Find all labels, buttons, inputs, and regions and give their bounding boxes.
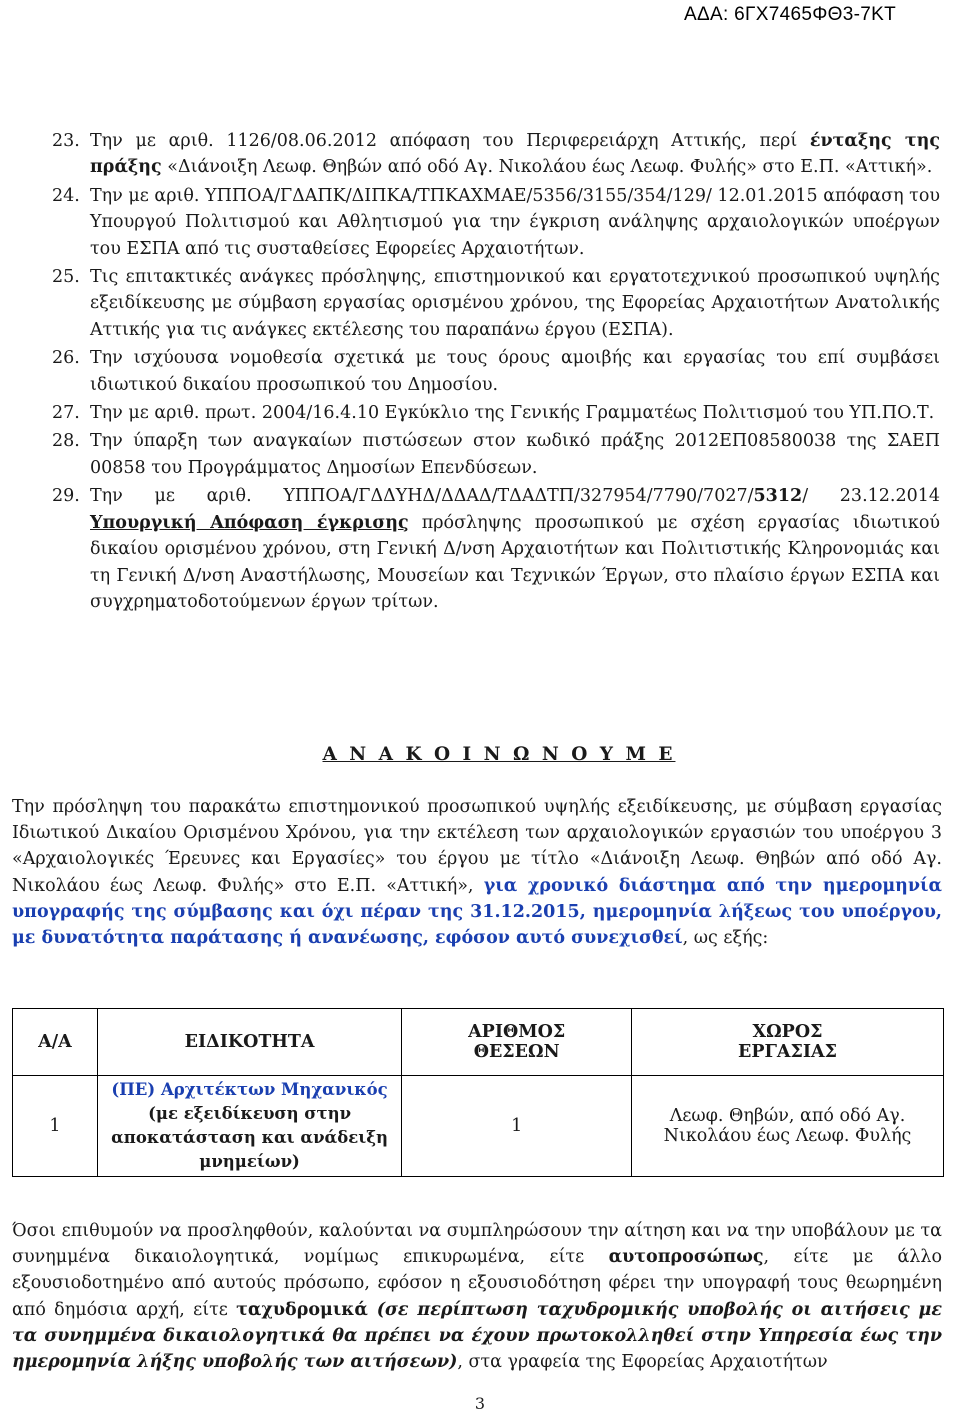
cell-specialty: (ΠΕ) Αρχιτέκτων Μηχανικός (με εξειδίκευση στην αποκατάσταση και ανάδειξη μνημείων) [97,1076,402,1177]
item-number: 23. [52,131,80,151]
page-number: 3 [474,1394,486,1413]
item-text: Την με αριθ. ΥΠΠΟΑ/ΓΔΑΠΚ/ΔΙΠΚΑ/ΤΠΚΑΧΜΑΕ/5356/3155/354/129/ 12.01.2015 απόφαση του Υπουργού Πολιτισμού και Αθλητισμού για την έγκριση ανάληψης αρχαιολογικών υποέργων του ΕΣΠΑ από τις συσταθείσες Εφορείες Αρχαιοτήτων. [90,185,940,259]
list-item [52,183,940,262]
ada-code: ΑΔΑ: 6ΓΧ7465ΦΘ3-7ΚΤ [684,4,896,25]
list-item [52,345,940,398]
item-number: 27. [52,403,80,424]
item-text: Την ισχύουσα νομοθεσία σχετικά με τους όρους αμοιβής και εργασίας του επί συμβάσει ιδιωτικού δικαίου προσωπικού του Δημοσίου. [90,348,940,395]
item-number: 28. [52,431,80,452]
list-item [52,128,940,181]
cell-aa: 1 [13,1076,98,1177]
list-item [52,483,940,615]
item-number: 26. [52,348,80,369]
closing-paragraph: Όσοι επιθυμούν να προσληφθούν, καλούνται να συμπληρώσουν την αίτηση και να την υποβάλουν με τα συνημμένα δικαιολογητικά, νομίμως επικυρωμένα, είτε αυτοπροσώπως, είτε με άλλο εξουσιοδοτημένο από αυτούς πρόσωπο, εφόσον η εξουσιοδότηση φέρει την υπογραφή τους θεωρημένη από δημόσια αρχή, είτε ταχυδρομικά (σε περίπτωση ταχυδρομικής υποβολής οι αιτήσεις με τα συνημμένα δικαιολογητικά θα πρέπει να έχουν πρωτοκολληθεί στην Υπηρεσία έως την ημερομηνία λήξης υποβολής των αιτήσεων), στα γραφεία της Εφορείας Αρχαιοτήτων [12,1221,943,1373]
list-item [52,428,940,481]
cell-positions: 1 [402,1076,632,1177]
table-row [13,1076,944,1177]
considerations-list [52,128,940,617]
header-location: ΧΩΡΟΣ ΕΡΓΑΣΙΑΣ [632,1009,944,1076]
announcement-paragraph: Την πρόσληψη του παρακάτω επιστημονικού προσωπικού υψηλής εξειδίκευσης, με σύμβαση εργασίας Ιδιωτικού Δικαίου Ορισμένου Χρόνου, για την εκτέλεση των αρχαιολογικών εργασιών του υποέργου 3 «Αρχαιολογικές Έρευνες και Εργασίες» του έργου με τίτλο «Διάνοιξη Λεωφ. Θηβών από οδό Αγ. Νικολάου έως Λεωφ. Φυλής» στο Ε.Π. «Αττική», για χρονικό διάστημα από την ημερομηνία υπογραφής της σύμβασης και όχι πέραν της 31.12.2015, ημερομηνία λήξεως του υποέργου, με δυνατότητα παράτασης ή ανανέωσης, εφόσον αυτό συνεχισθεί, ως εξής: [12,797,942,949]
item-text: Την με αριθ. 1126/08.06.2012 απόφαση του Περιφερειάρχη Αττικής, περί ένταξης της πράξης «Διάνοιξη Λεωφ. Θηβών από οδό Αγ. Νικολάου έως Λεωφ. Φυλής» στο Ε.Π. «Αττική». [90,131,941,178]
item-text: Την με αριθ. ΥΠΠΟΑ/ΓΔΔΥΗΔ/ΔΔΑΔ/ΤΔΑΔΤΠ/327954/7790/7027/5312/ 23.12.2014 Υπουργική Απόφαση έγκρισης πρόσληψης προσωπικού με σχέση εργασίας ιδιωτικού δικαίου ορισμένου χρόνου, στη Γενική Δ/νση Αρχαιοτήτων και Πολιτιστικής Κληρονομιάς και τη Γενική Δ/νση Αναστήλωσης, Μουσείων και Τεχνικών Έργων, στο πλαίσιο έργων ΕΣΠΑ και συγχρηματοδοτούμενων έργων τρίτων. [90,486,940,612]
item-number: 29. [52,486,80,507]
header-specialty: ΕΙΔΙΚΟΤΗΤΑ [97,1009,402,1076]
header-positions: ΑΡΙΘΜΟΣ ΘΕΣΕΩΝ [402,1009,632,1076]
list-item [52,264,940,343]
announcement-heading: Α Ν Α Κ Ο Ι Ν Ω Ν Ο Υ Μ Ε [322,744,676,765]
list-item [52,400,940,426]
cell-location: Λεωφ. Θηβών, από οδό Αγ. Νικολάου έως Λεωφ. Φυλής [632,1076,944,1177]
item-text: Τις επιτακτικές ανάγκες πρόσληψης, επιστημονικού και εργατοτεχνικού προσωπικού υψηλής εξειδίκευσης με σύμβαση εργασίας ορισμένου χρόνου, της Εφορείας Αρχαιοτήτων Ανατολικής Αττικής για τις ανάγκες εκτέλεσης του παραπάνω έργου (ΕΣΠΑ). [90,267,940,340]
table-header-row [13,1009,944,1076]
positions-table [12,1008,944,1177]
item-number: 24. [52,185,80,206]
item-text: Την ύπαρξη των αναγκαίων πιστώσεων στον κωδικό πράξης 2012ΕΠ08580038 της ΣΑΕΠ 00858 του Προγράμματος Δημοσίων Επενδύσεων. [90,431,940,478]
item-text: Την με αριθ. πρωτ. 2004/16.4.10 Εγκύκλιο της Γενικής Γραμματέως Πολιτισμού του ΥΠ.ΠΟ.Τ. [90,403,935,424]
item-number: 25. [52,267,80,288]
header-aa: Α/Α [13,1009,98,1076]
